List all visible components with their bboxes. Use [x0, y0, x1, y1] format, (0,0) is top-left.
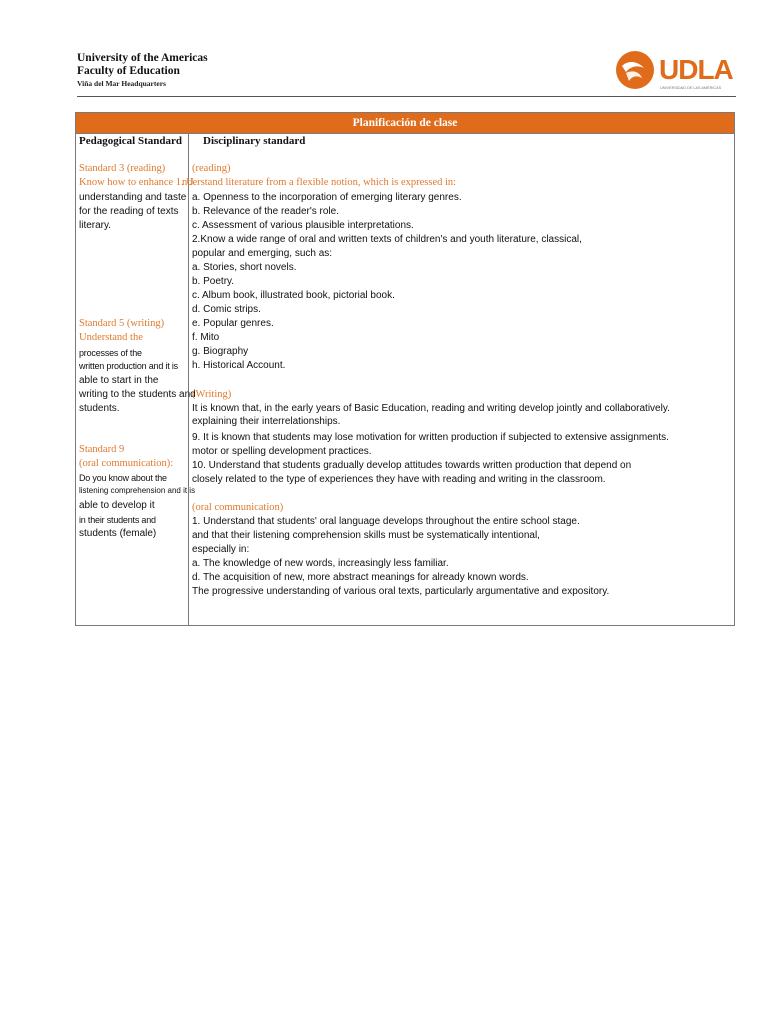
document-header — [77, 52, 208, 89]
header-rule — [77, 96, 736, 97]
standard-3-title: Standard 3 (reading) — [79, 163, 166, 174]
planning-table — [75, 112, 735, 626]
udla-logo — [612, 48, 736, 94]
standard-5-line: writing to the students and — [79, 389, 196, 400]
standard-9-subtitle: (oral communication): — [79, 458, 174, 469]
oral-line: and that their listening comprehension skills must be systematically intentional, — [192, 530, 540, 541]
standard-9-title: Standard 9 — [79, 444, 125, 455]
reading-line: a. Stories, short novels. — [192, 262, 297, 273]
reading-intro: nderstand literature from a flexible notion, which is expressed in: — [182, 177, 457, 188]
standard-5-line: written production and it is — [79, 361, 178, 371]
standard-5-subtitle: Understand the — [79, 332, 143, 343]
standard-9-line: listening comprehension and it is — [79, 486, 196, 495]
writing-line: closely related to the type of experiences they have with reading and writing in the classroom. — [192, 474, 606, 485]
reading-line: c. Assessment of various plausible interpretations. — [192, 220, 414, 231]
reading-line: d. Comic strips. — [192, 304, 261, 315]
table-title: Planificación de clase — [76, 113, 734, 134]
logo-emblem-icon — [616, 51, 654, 89]
oral-line: d. The acquisition of new, more abstract meanings for already known words. — [192, 572, 529, 583]
writing-line: motor or spelling development practices. — [192, 446, 372, 457]
standard-5-line: processes of the — [79, 348, 142, 358]
writing-line: 10. Understand that students gradually develop attitudes towards written production that depend on — [192, 460, 632, 471]
oral-communication-title: (oral communication) — [192, 502, 284, 513]
standard-3-line: literary. — [79, 220, 112, 231]
standard-9-line: able to develop it — [79, 500, 155, 511]
writing-line: 9. It is known that students may lose motivation for written production if subjected to extensive assignments. — [192, 432, 669, 443]
standard-9-line: students (female) — [79, 528, 157, 539]
writing-line: It is known that, in the early years of Basic Education, reading and writing develop jointly and collaboratively. — [192, 403, 670, 414]
writing-line: explaining their interrelationships. — [192, 416, 341, 427]
standard-3-line: understanding and taste — [79, 192, 187, 203]
writing-title: (Writing) — [192, 389, 232, 400]
oral-line: a. The knowledge of new words, increasingly less familiar. — [192, 558, 449, 569]
col-header-disciplinary: Disciplinary standard — [203, 135, 306, 147]
reading-line: f. Mito — [192, 332, 220, 343]
reading-line: b. Poetry. — [192, 276, 235, 287]
reading-line: g. Biography — [192, 346, 249, 357]
reading-line: a. Openness to the incorporation of emerging literary genres. — [192, 192, 462, 203]
reading-line: popular and emerging, such as: — [192, 248, 333, 259]
col-header-pedagogical: Pedagogical Standard — [79, 135, 182, 147]
reading-line: 2.Know a wide range of oral and written texts of children's and youth literature, classical, — [192, 234, 582, 245]
standard-3-line: Know how to enhance 1. U — [79, 177, 194, 188]
standard-5-title: Standard 5 (writing) — [79, 318, 165, 329]
reading-line: c. Album book, illustrated book, pictorial book. — [192, 290, 395, 301]
logo-wordmark: UDLA — [659, 54, 733, 85]
reading-line: b. Relevance of the reader's role. — [192, 206, 339, 217]
reading-line: h. Historical Account. — [192, 360, 286, 371]
faculty-name: Faculty of Education — [77, 65, 180, 77]
university-name: University of the Americas — [77, 52, 208, 64]
standard-3-line: for the reading of texts — [79, 206, 179, 217]
oral-line: The progressive understanding of various oral texts, particularly argumentative and expository. — [192, 586, 610, 597]
reading-line: e. Popular genres. — [192, 318, 274, 329]
standard-9-line: in their students and — [79, 515, 156, 525]
standard-5-line: students. — [79, 403, 120, 414]
oral-line: especially in: — [192, 544, 250, 555]
logo-tagline: UNIVERSIDAD DE LAS AMÉRICAS — [660, 86, 722, 90]
reading-title: (reading) — [192, 163, 231, 174]
standard-9-line: Do you know about the — [79, 473, 167, 483]
standard-5-line: able to start in the — [79, 375, 159, 386]
campus-name: Viña del Mar Headquarters — [77, 79, 166, 88]
column-divider — [188, 133, 189, 626]
oral-line: 1. Understand that students' oral language develops throughout the entire school stage. — [192, 516, 580, 527]
